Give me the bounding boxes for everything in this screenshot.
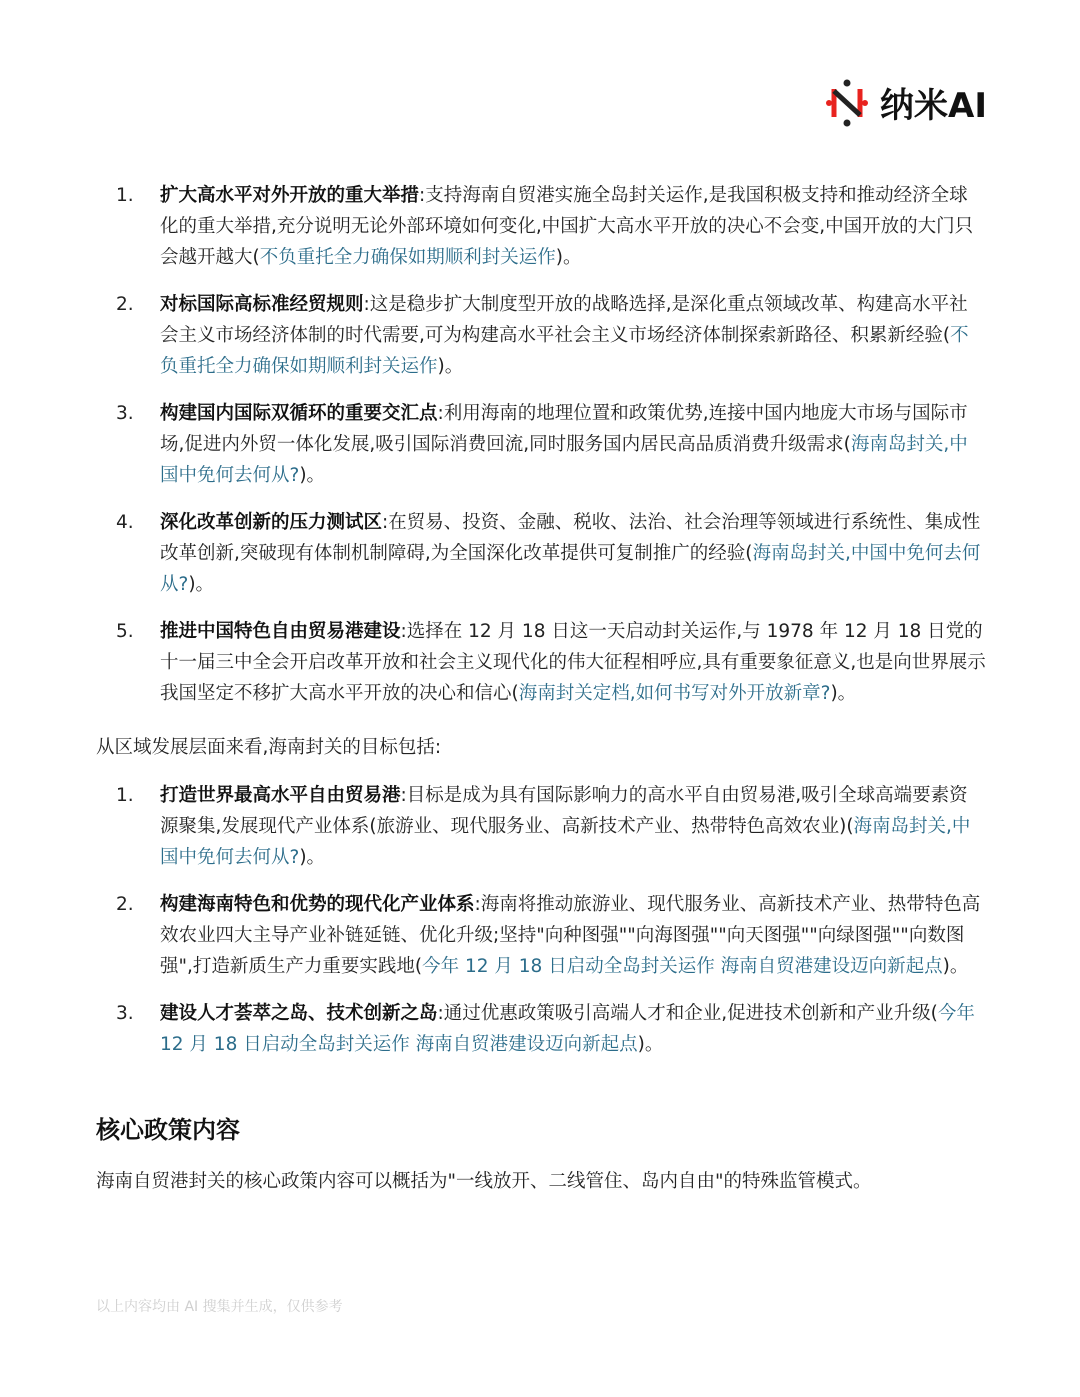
item-end: )。 bbox=[637, 1034, 664, 1055]
item-end: )。 bbox=[299, 465, 326, 486]
list-number: 2. bbox=[116, 294, 134, 315]
list-item bbox=[96, 289, 986, 382]
item-end: )。 bbox=[299, 847, 326, 868]
logo-text: 纳米AI bbox=[880, 86, 987, 126]
list-item bbox=[96, 616, 986, 709]
ai-disclaimer: 以上内容均由 AI 搜集并生成，仅供参考 bbox=[96, 1299, 343, 1315]
item-end: )。 bbox=[830, 683, 857, 704]
item-text: :在贸易、投资、金融、税收、法治、社会治理等领域进行系统性、集成性改革创新,突破现有体制机制障碍,为全国深化改革提供可复制推广的经验( bbox=[160, 512, 981, 564]
item-title: 建设人才荟萃之岛、技术创新之岛 bbox=[160, 1003, 438, 1024]
item-title: 推进中国特色自由贸易港建设 bbox=[160, 621, 401, 642]
item-end: )。 bbox=[555, 247, 582, 268]
policy-summary: 海南自贸港封关的核心政策内容可以概括为"一线放开、二线管住、岛内自由"的特殊监管模式。 bbox=[96, 1171, 872, 1192]
item-title: 扩大高水平对外开放的重大举措 bbox=[160, 185, 420, 206]
item-title: 对标国际高标准经贸规则 bbox=[160, 294, 364, 315]
goals-list-regional bbox=[96, 780, 986, 1060]
source-link[interactable]: 海南岛封关,中国中免何去何从? bbox=[160, 543, 981, 595]
nami-logo-icon bbox=[826, 79, 868, 127]
source-link[interactable]: 今年 12 月 18 日启动全岛封关运作 海南自贸港建设迈向新起点 bbox=[422, 956, 943, 977]
item-title: 构建国内国际双循环的重要交汇点 bbox=[160, 403, 438, 424]
goals-list-national bbox=[96, 180, 986, 709]
item-title: 打造世界最高水平自由贸易港 bbox=[160, 785, 401, 806]
brand-logo bbox=[826, 78, 987, 127]
list-item bbox=[96, 507, 986, 600]
source-link[interactable]: 海南封关定档,如何书写对外开放新章? bbox=[518, 683, 831, 704]
source-link[interactable]: 今年 12 月 18 日启动全岛封关运作 海南自贸港建设迈向新起点 bbox=[160, 1003, 975, 1055]
item-end: )。 bbox=[188, 574, 215, 595]
item-text: :选择在 12 月 18 日这一天启动封关运作,与 1978 年 12 月 18 日党的十一届三中全会开启改革开放和社会主义现代化的伟大征程相呼应,具有重要象征意义,也是向世界展示我国坚定不移扩大高水平开放的决心和信心( bbox=[160, 621, 986, 704]
list-item bbox=[96, 398, 986, 491]
item-title: 深化改革创新的压力测试区 bbox=[160, 512, 383, 533]
source-link[interactable]: 海南岛封关,中国中免何去何从? bbox=[160, 816, 971, 868]
item-text: :海南将推动旅游业、现代服务业、高新技术产业、热带特色高效农业四大主导产业补链延链、优化升级;坚持"向种图强""向海图强""向天图强""向绿图强""向数图强",打造新质生产力重要实践地( bbox=[160, 894, 981, 977]
item-text: :利用海南的地理位置和政策优势,连接中国内地庞大市场与国际市场,促进内外贸一体化发展,吸引国际消费回流,同时服务国内居民高品质消费升级需求( bbox=[160, 403, 968, 455]
list-number: 1. bbox=[116, 185, 134, 206]
item-text: :通过优惠政策吸引高端人才和企业,促进技术创新和产业升级( bbox=[437, 1003, 938, 1024]
source-link[interactable]: 海南岛封关,中国中免何去何从? bbox=[160, 434, 968, 486]
source-link[interactable]: 不负重托全力确保如期顺利封关运作 bbox=[259, 247, 556, 268]
section-intro: 从区域发展层面来看,海南封关的目标包括: bbox=[96, 737, 442, 758]
item-title: 构建海南特色和优势的现代化产业体系 bbox=[160, 894, 475, 915]
list-number: 3. bbox=[116, 1003, 134, 1024]
list-item bbox=[96, 889, 986, 982]
item-end: )。 bbox=[437, 356, 464, 377]
item-text: :支持海南自贸港实施全岛封关运作,是我国积极支持和推动经济全球化的重大举措,充分说明无论外部环境如何变化,中国扩大高水平开放的决心不会变,中国开放的大门只会越开越大( bbox=[160, 185, 974, 268]
section-heading: 核心政策内容 bbox=[96, 1116, 240, 1144]
list-item bbox=[96, 998, 986, 1060]
list-number: 1. bbox=[116, 785, 134, 806]
list-number: 3. bbox=[116, 403, 134, 424]
list-number: 4. bbox=[116, 512, 134, 533]
item-text: :目标是成为具有国际影响力的高水平自由贸易港,吸引全球高端要素资源聚集,发展现代产业体系(旅游业、现代服务业、高新技术产业、热带特色高效农业)( bbox=[160, 785, 968, 837]
list-number: 5. bbox=[116, 621, 134, 642]
list-item bbox=[96, 780, 986, 873]
item-text: :这是稳步扩大制度型开放的战略选择,是深化重点领域改革、构建高水平社会主义市场经济体制的时代需要,可为构建高水平社会主义市场经济体制探索新路径、积累新经验( bbox=[160, 294, 968, 346]
list-number: 2. bbox=[116, 894, 134, 915]
list-item bbox=[96, 180, 986, 273]
source-link[interactable]: 不负重托全力确保如期顺利封关运作 bbox=[160, 325, 969, 377]
item-end: )。 bbox=[942, 956, 969, 977]
